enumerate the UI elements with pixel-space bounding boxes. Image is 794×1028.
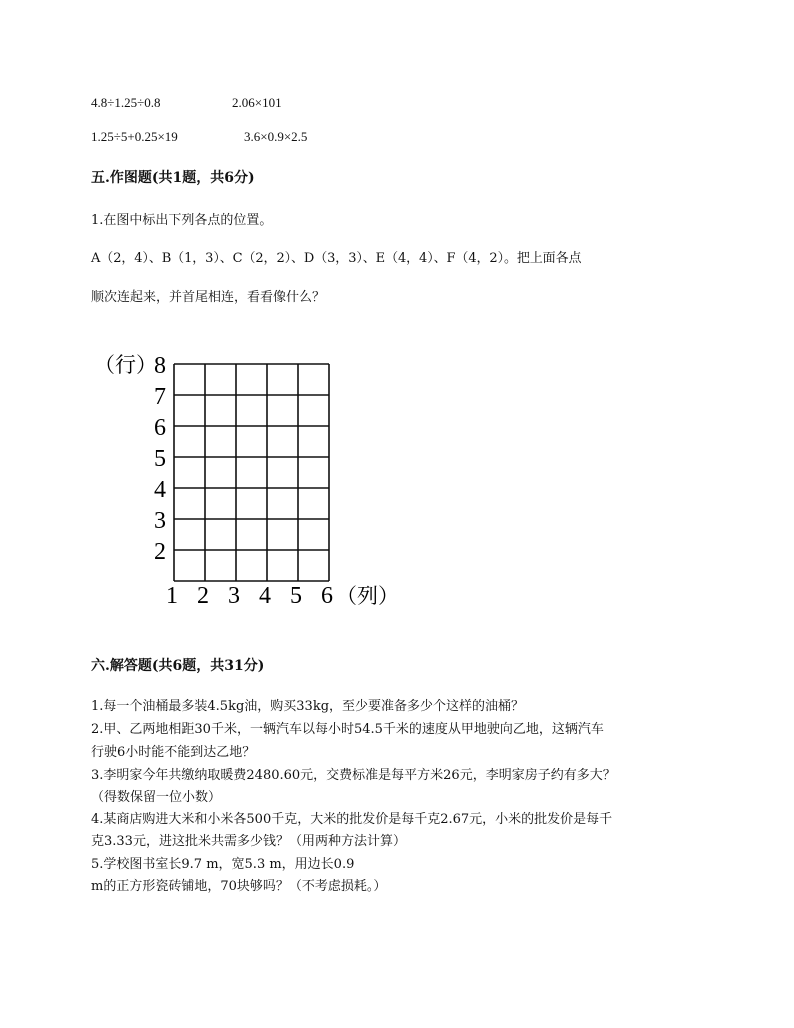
section5-question-line2: A（2，4）、B（1，3）、C（2，2）、D（3，3）、E（4，4）、F（4，2）。把上面各点: [91, 251, 582, 266]
section6-problem-line: 克3.33元，进这批米共需多少钱？（用两种方法计算）: [91, 834, 406, 849]
row-label: 7: [154, 384, 166, 410]
section6-heading: 六.解答题(共6题，共31分): [91, 658, 265, 674]
section5-question-line3: 顺次连起来，并首尾相连，看看像什么？: [91, 290, 326, 305]
column-label: 5: [290, 583, 302, 609]
section6-problem-line: 行驶6小时能不能到达乙地？: [91, 745, 256, 760]
column-label: 3: [228, 583, 240, 609]
row-label: 6: [154, 415, 166, 441]
column-label: 2: [197, 583, 209, 609]
section6-problem-line: （得数保留一位小数）: [91, 790, 222, 805]
row-label: 4: [154, 477, 166, 503]
row-label: 3: [154, 508, 166, 534]
coordinate-grid: [90, 345, 420, 615]
section6-problem-line: 3.李明家今年共缴纳取暖费2480.60元，交费标准是每平方米26元，李明家房子约有多大？: [91, 768, 616, 783]
section6-problem-line: 2.甲、乙两地相距30千米，一辆汽车以每小时54.5千米的速度从甲地驶向乙地，这辆汽车: [91, 722, 604, 737]
row-label: 5: [154, 446, 166, 472]
calc-1-left: 4.8÷1.25÷0.8: [91, 95, 161, 110]
calc-2-left: 1.25÷5+0.25×19: [91, 129, 178, 144]
calc-1-right: 2.06×101: [232, 95, 282, 110]
row-label: 2: [154, 539, 166, 565]
section6-problem-line: m的正方形瓷砖铺地，70块够吗？（不考虑损耗。）: [91, 879, 387, 894]
column-label: 1: [166, 583, 178, 609]
section6-problem-line: 5.学校图书室长9.7 m，宽5.3 m，用边长0.9: [91, 857, 355, 872]
section6-problem-line: 1.每一个油桶最多装4.5kg油，购买33kg，至少要准备多少个这样的油桶？: [91, 699, 525, 714]
section6-problem-line: 4.某商店购进大米和小米各500千克，大米的批发价是每千克2.67元，小米的批发价是每千: [91, 812, 613, 827]
column-label: 6: [321, 583, 333, 609]
calc-2-right: 3.6×0.9×2.5: [244, 129, 308, 144]
section5-heading: 五.作图题(共1题，共6分): [91, 170, 255, 186]
column-label: 4: [259, 583, 271, 609]
col-axis-label: （列）: [336, 584, 399, 608]
row-label: 8: [154, 353, 166, 379]
section5-question-line1: 1.在图中标出下列各点的位置。: [91, 213, 273, 228]
row-axis-label: （行）: [94, 353, 157, 377]
